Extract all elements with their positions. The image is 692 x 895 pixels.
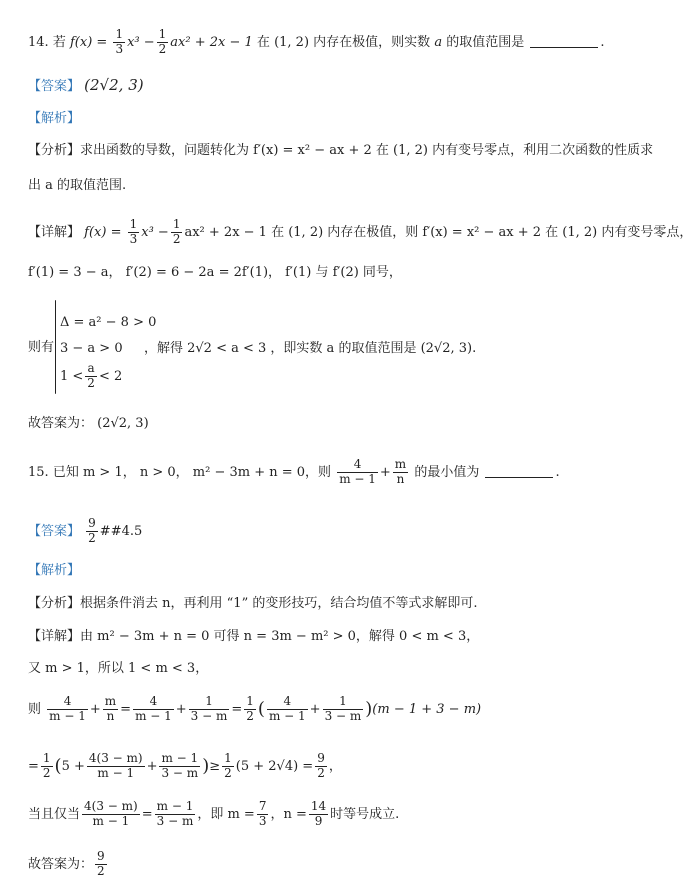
xiangjie-15: 【详解】由 m² − 3m + n = 0 可得 n = 3m − m² > 0，解得 0 < m < 3， — [28, 629, 480, 644]
conclusion-14: 故答案为： (2√2, 3) — [28, 416, 149, 431]
q14-stem: 14. 若 f(x) = $\frac{1}{3}$ x³ − $\frac{1}{2}$ ax² + 2x − 1 在 (1, 2) 内存在极值，则实数 a 的取值范围是 . — [28, 27, 605, 56]
m-range: 又 m > 1，所以 1 < m < 3， — [28, 661, 209, 676]
frac: $\frac{9}{2}$ — [97, 849, 105, 878]
frac: $\frac{1}{2}$ — [172, 217, 181, 246]
answer-blank — [485, 477, 553, 478]
frac: $\frac{4(3 - m)}{m - 1}$ — [84, 799, 138, 828]
answer-15: 【答案】 $\frac{9}{2}$ ##4.5 — [28, 516, 143, 545]
answer-tag: 【答案】 — [28, 79, 81, 94]
derivation-step-2: = $\frac{1}{2}$ (5 + $\frac{4(3 - m)}{m - 1}$ + $\frac{m - 1}{3 - m}$ )≥ $\frac{1}{2}$ (5 + 2√4) = $\frac{9}{2}$ ， — [28, 751, 342, 780]
system-row-2: 3 − a > 0 — [60, 341, 123, 356]
xiangjie-14: 【详解】 f(x) = $\frac{1}{3}$ x³ − $\frac{1}{2}$ ax² + 2x − 1 在 (1, 2) 内存在极值，则 f′(x) = x² − ax + 2 在 (1, 2) 内有变号零点， — [28, 217, 692, 246]
answer-14: 【答案】 (2√2, 3) — [28, 76, 144, 94]
derivative-values: f′(1) = 3 − a， f′(2) = 6 − 2a = 2f′(1)， f′(1) 与 f′(2) 同号， — [28, 265, 402, 280]
frac: $\frac{1}{3}$ — [115, 27, 124, 56]
fenxi-14-line1: 【分析】求出函数的导数，问题转化为 f′(x) = x² − ax + 2 在 (1, 2) 内有变号零点，利用二次函数的性质求 — [28, 143, 654, 158]
derivation-step-1: 则 $\frac{4}{m - 1}$ + $\frac{m}{n}$ = $\frac{4}{m - 1}$ + $\frac{1}{3 - m}$ = $\frac{1}{2}$ ( $\frac{4}{m - 1}$ + $\frac{1}{3 - m}$ )(m − 1 + 3 − m) — [28, 694, 482, 723]
equality-condition: 当且仅当 $\frac{4(3 - m)}{m - 1}$ = $\frac{m - 1}{3 - m}$ ，即 m = $\frac{7}{3}$ ，n = $\frac{14}{9}$ 时等号成立. — [28, 799, 400, 828]
frac: $\frac{m - 1}{3 - m}$ — [161, 751, 199, 780]
frac: $\frac{m - 1}{3 - m}$ — [156, 799, 194, 828]
frac: $\frac{4}{m - 1}$ — [135, 694, 172, 723]
frac: $\frac{1}{3}$ — [129, 217, 138, 246]
frac: $\frac{9}{2}$ — [88, 516, 96, 545]
fenxi-15: 【分析】根据条件消去 n，再利用 “1” 的变形技巧，结合均值不等式求解即可. — [28, 596, 478, 611]
frac: $\frac{1}{2}$ — [42, 751, 51, 780]
system-brace — [55, 300, 56, 394]
frac: $\frac{14}{9}$ — [310, 799, 327, 828]
system-row-3: 1 < $\frac{a}{2}$ < 2 — [60, 361, 123, 390]
analysis-tag-14: 【解析】 — [28, 111, 81, 126]
frac: $\frac{7}{3}$ — [258, 799, 267, 828]
analysis-tag-15: 【解析】 — [28, 563, 81, 578]
conclusion-15: 故答案为： $\frac{9}{2}$ — [28, 849, 105, 878]
answer-blank — [530, 47, 598, 48]
system-row-1: Δ = a² − 8 > 0 — [60, 315, 157, 330]
frac: $\frac{m}{n}$ — [394, 457, 407, 486]
frac: $\frac{a}{2}$ — [87, 361, 95, 390]
system-prefix: 则有 — [28, 340, 55, 355]
frac: $\frac{4}{m - 1}$ — [268, 694, 306, 723]
frac: $\frac{1}{2}$ — [224, 751, 232, 780]
frac: $\frac{m}{n}$ — [104, 694, 117, 723]
frac: $\frac{1}{2}$ — [246, 694, 254, 723]
frac: $\frac{9}{2}$ — [317, 751, 325, 780]
frac: $\frac{1}{3 - m}$ — [190, 694, 228, 723]
q15-stem: 15. 已知 m > 1， n > 0， m² − 3m + n = 0，则 $\frac{4}{m - 1}$ + $\frac{m}{n}$ 的最小值为 . — [28, 457, 560, 486]
frac: $\frac{4}{m - 1}$ — [49, 694, 86, 723]
frac: $\frac{1}{3 - m}$ — [324, 694, 362, 723]
frac: $\frac{1}{2}$ — [158, 27, 167, 56]
system-result: ，解得 2√2 < a < 3 ，即实数 a 的取值范围是 (2√2, 3). — [144, 341, 477, 356]
answer-tag: 【答案】 — [28, 523, 81, 539]
frac: $\frac{4(3 - m)}{m - 1}$ — [88, 751, 143, 780]
frac: $\frac{4}{m - 1}$ — [339, 457, 376, 486]
fenxi-14-line2: 出 a 的取值范围. — [28, 178, 127, 193]
